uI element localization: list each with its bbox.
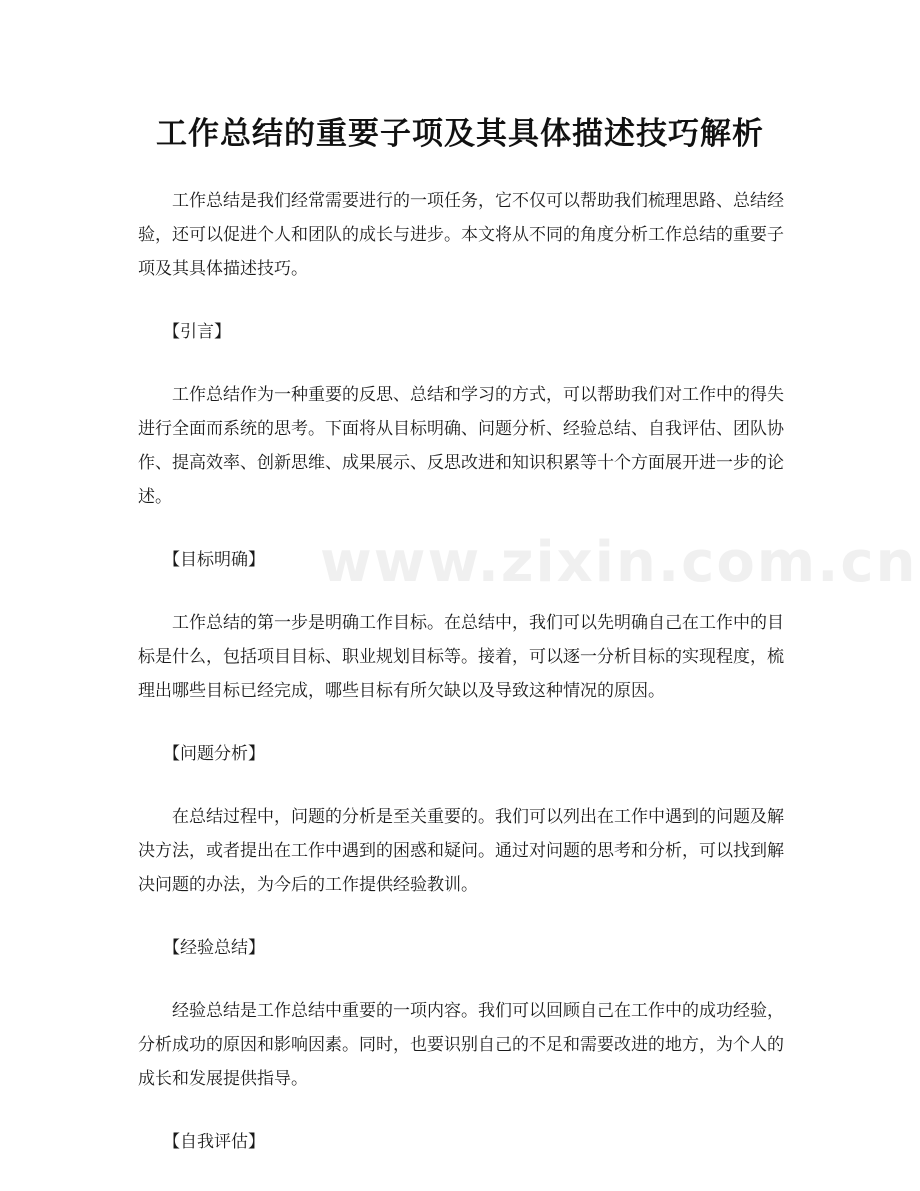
problem-analysis-paragraph: 在总结过程中，问题的分析是至关重要的。我们可以列出在工作中遇到的问题及解决方法，或者提出在工作中遇到的困惑和疑问。通过对问题的思考和分析，可以找到解决问题的办法，为今后的工作提供经验教训。 [138,807,784,895]
section-heading-problem-analysis: 【问题分析】 [163,744,265,764]
watermark: www.zixin.com.cn [320,530,918,595]
section-heading-experience: 【经验总结】 [163,938,265,958]
intro-paragraph: 工作总结是我们经常需要进行的一项任务，它不仅可以帮助我们梳理思路、总结经验，还可以促进个人和团队的成长与进步。本文将从不同的角度分析工作总结的重要子项及其具体描述技巧。 [138,191,784,279]
section-heading-self-assessment: 【自我评估】 [163,1132,265,1152]
experience-paragraph: 经验总结是工作总结中重要的一项内容。我们可以回顾自己在工作中的成功经验，分析成功的原因和影响因素。同时，也要识别自己的不足和需要改进的地方，为个人的成长和发展提供指导。 [138,1001,784,1089]
section-heading-preface: 【引言】 [163,322,231,342]
goals-paragraph: 工作总结的第一步是明确工作目标。在总结中，我们可以先明确自己在工作中的目标是什么，包括项目目标、职业规划目标等。接着，可以逐一分析目标的实现程度，梳理出哪些目标已经完成，哪些目标有所欠缺以及导致这种情况的原因。 [138,613,784,701]
page-title: 工作总结的重要子项及其具体描述技巧解析 [156,116,764,152]
preface-paragraph: 工作总结作为一种重要的反思、总结和学习的方式，可以帮助我们对工作中的得失进行全面而系统的思考。下面将从目标明确、问题分析、经验总结、自我评估、团队协作、提高效率、创新思维、成果展示、反思改进和知识积累等十个方面展开进一步的论述。 [138,385,784,507]
document-body [138,184,784,1188]
section-heading-goals: 【目标明确】 [163,550,265,570]
